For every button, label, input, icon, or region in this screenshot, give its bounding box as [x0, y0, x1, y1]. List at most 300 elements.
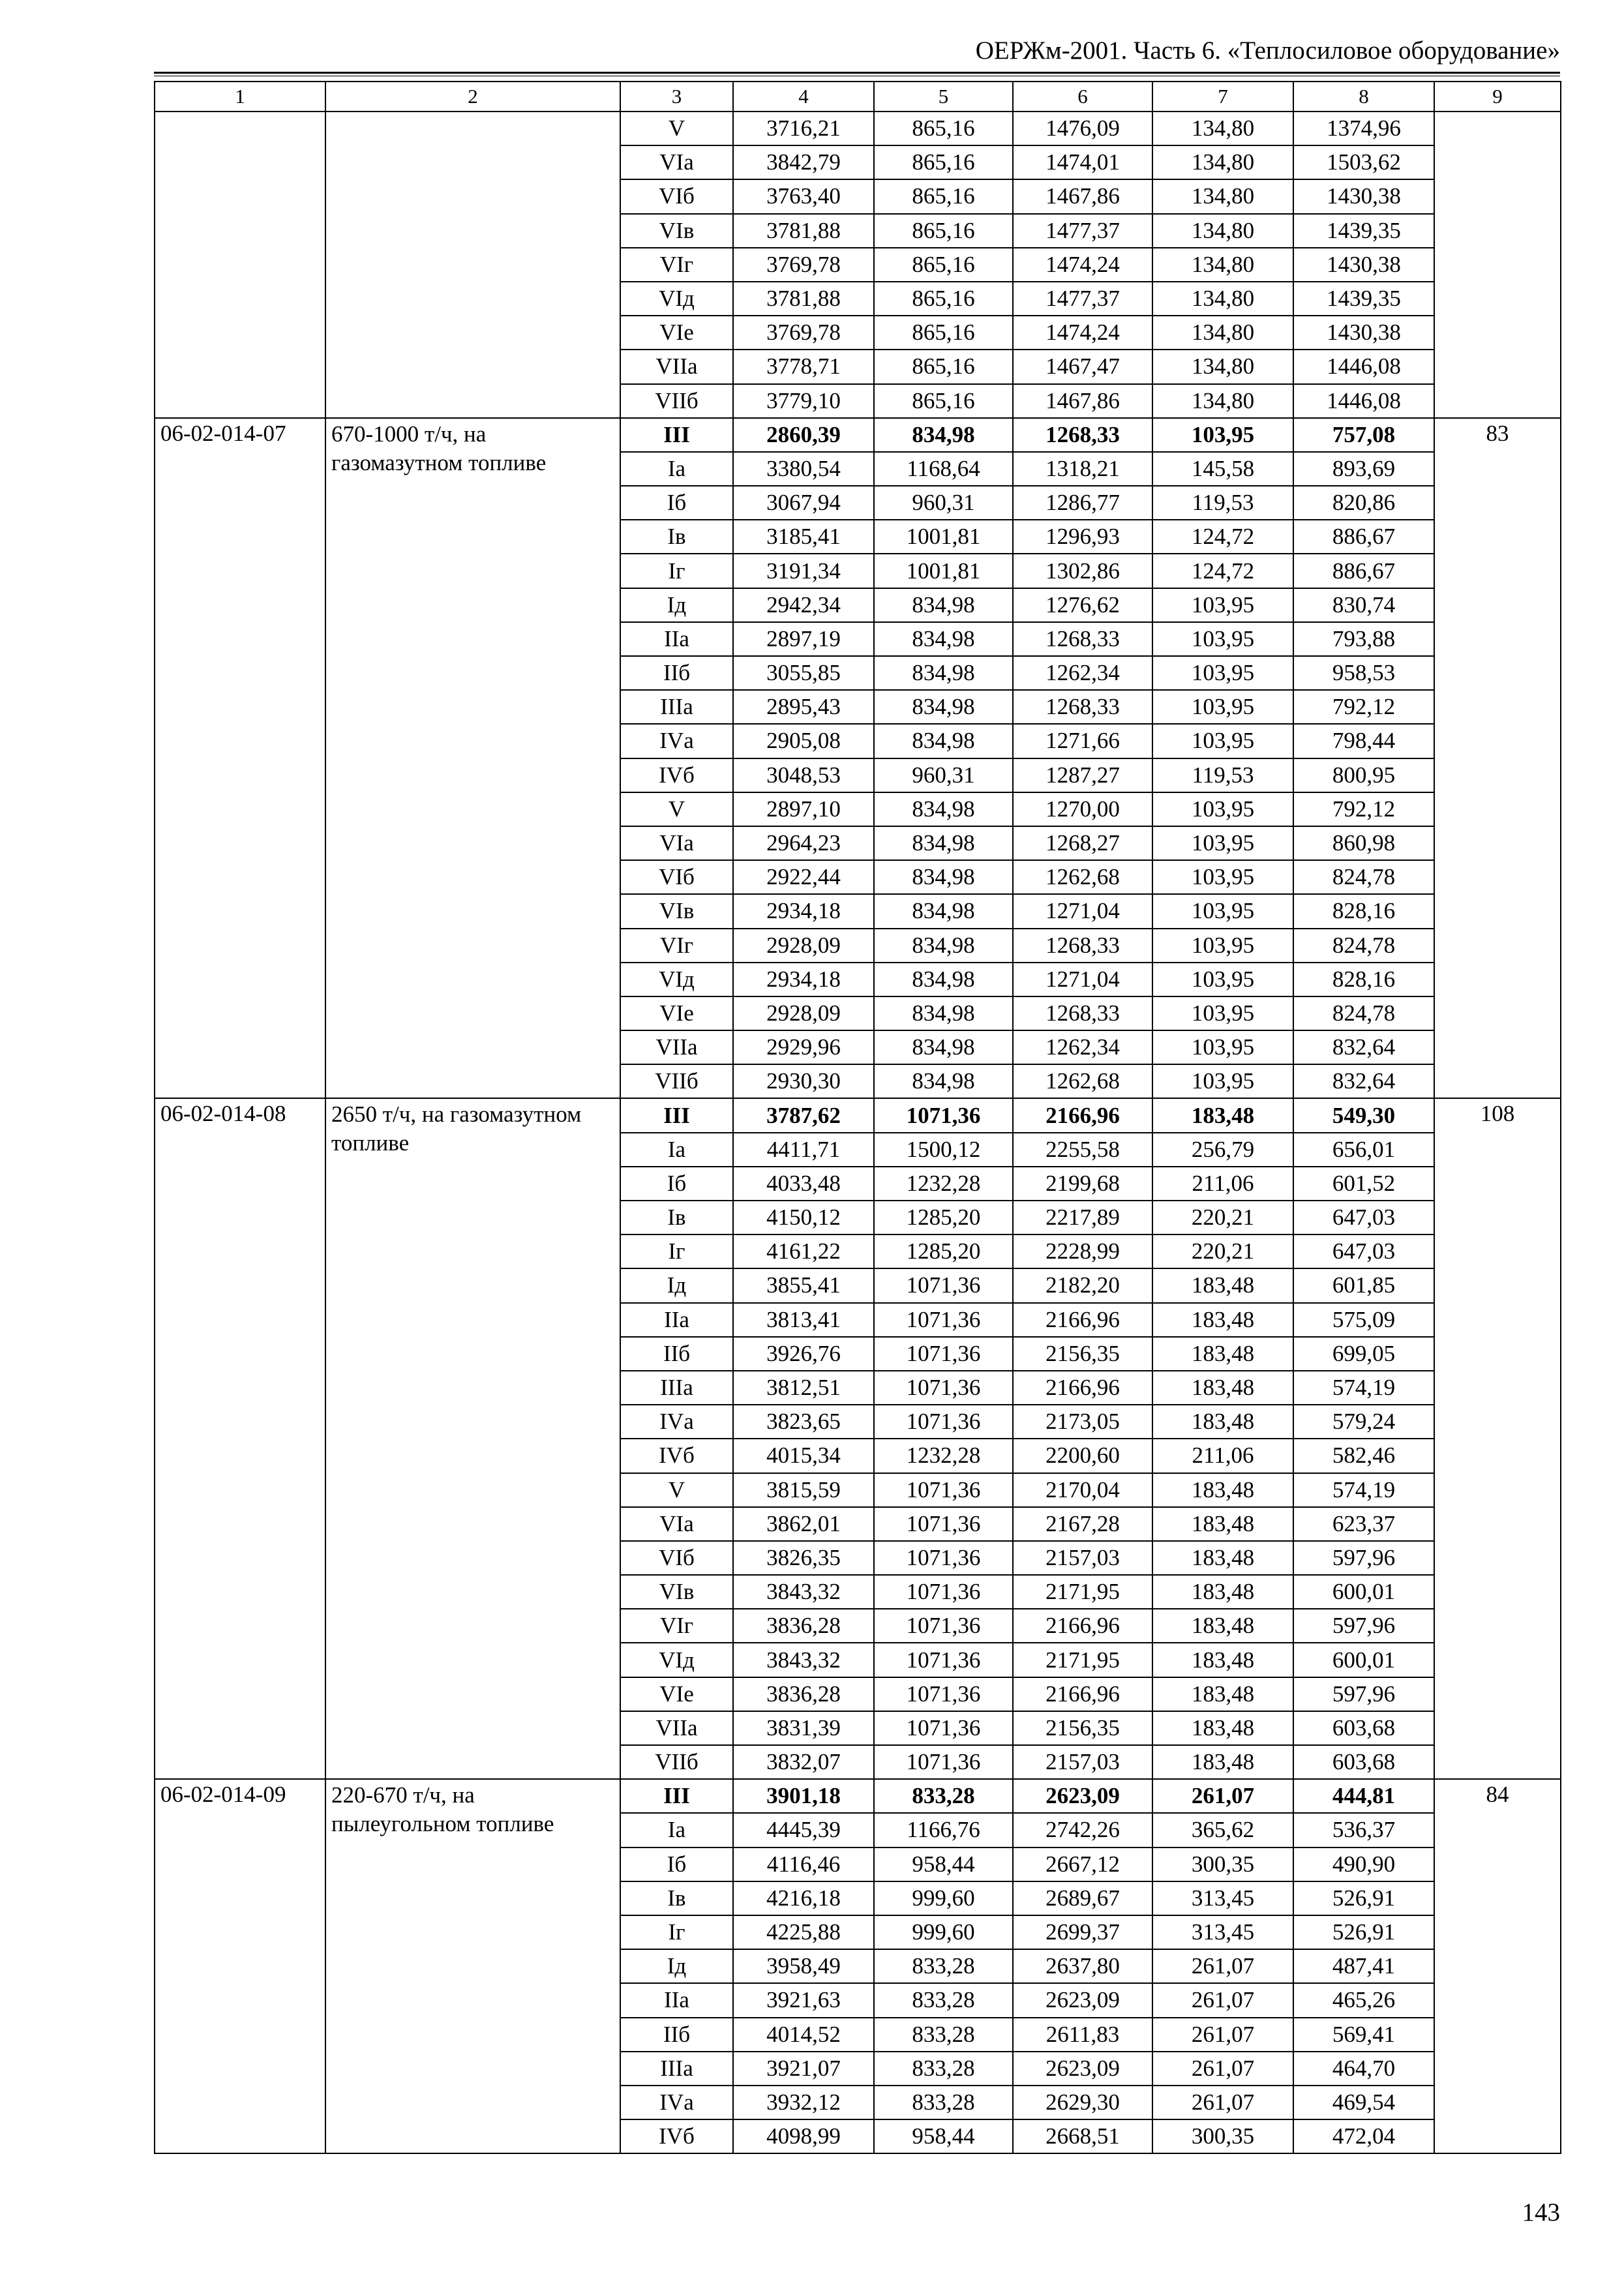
value-cell: 183,48 — [1152, 1473, 1293, 1507]
region-zone-cell: IVа — [620, 1405, 733, 1439]
value-cell: 3958,49 — [733, 1949, 874, 1983]
value-cell: 1477,37 — [1013, 214, 1152, 248]
value-cell: 2667,12 — [1013, 1848, 1152, 1881]
value-cell: 3812,51 — [733, 1371, 874, 1405]
value-cell: 3823,65 — [733, 1405, 874, 1439]
value-cell: 3932,12 — [733, 2086, 874, 2119]
value-cell: 597,96 — [1293, 1609, 1434, 1643]
value-cell: 1446,08 — [1293, 384, 1434, 418]
value-cell: 2166,96 — [1013, 1303, 1152, 1337]
value-cell: 1430,38 — [1293, 316, 1434, 350]
value-cell: 2217,89 — [1013, 1201, 1152, 1234]
value-cell: 2689,67 — [1013, 1881, 1152, 1915]
rate-name: 220-670 т/ч, на пылеугольном топливе — [325, 1779, 620, 2153]
value-cell: 2742,26 — [1013, 1813, 1152, 1847]
region-zone-cell: Iд — [620, 588, 733, 622]
value-cell: 3055,85 — [733, 656, 874, 690]
value-cell: 865,16 — [874, 384, 1013, 418]
rates-table — [154, 81, 1561, 2154]
region-zone-cell: VIа — [620, 826, 733, 860]
region-zone-cell: IIIа — [620, 2052, 733, 2086]
value-cell: 999,60 — [874, 1881, 1013, 1915]
value-cell: 1232,28 — [874, 1167, 1013, 1201]
value-cell: 134,80 — [1152, 350, 1293, 383]
value-cell: 3769,78 — [733, 316, 874, 350]
value-cell: 865,16 — [874, 145, 1013, 179]
value-cell: 699,05 — [1293, 1337, 1434, 1371]
value-cell: 601,52 — [1293, 1167, 1434, 1201]
region-zone-cell: VIб — [620, 179, 733, 213]
value-cell: 2166,96 — [1013, 1371, 1152, 1405]
value-cell: 886,67 — [1293, 520, 1434, 554]
value-cell: 2922,44 — [733, 860, 874, 894]
value-cell: 2929,96 — [733, 1030, 874, 1064]
value-cell: 2623,09 — [1013, 1779, 1152, 1813]
value-cell: 261,07 — [1152, 2052, 1293, 2086]
value-cell: 3716,21 — [733, 112, 874, 145]
value-cell: 3185,41 — [733, 520, 874, 554]
value-cell: 2860,39 — [733, 418, 874, 452]
value-cell: 1474,01 — [1013, 145, 1152, 179]
value-cell: 1001,81 — [874, 520, 1013, 554]
value-cell: 597,96 — [1293, 1677, 1434, 1711]
value-cell: 2171,95 — [1013, 1643, 1152, 1677]
value-cell: 824,78 — [1293, 860, 1434, 894]
value-cell: 145,58 — [1152, 452, 1293, 486]
value-cell: 757,08 — [1293, 418, 1434, 452]
value-cell: 3769,78 — [733, 248, 874, 282]
value-cell: 2964,23 — [733, 826, 874, 860]
value-cell: 1071,36 — [874, 1098, 1013, 1132]
value-cell: 2928,09 — [733, 929, 874, 963]
value-cell: 4411,71 — [733, 1133, 874, 1167]
workers-count: 84 — [1434, 1779, 1561, 2153]
value-cell: 1271,04 — [1013, 894, 1152, 928]
value-cell: 834,98 — [874, 963, 1013, 996]
region-zone-cell: IIа — [620, 1303, 733, 1337]
region-zone-cell: IVб — [620, 2119, 733, 2153]
value-cell: 183,48 — [1152, 1098, 1293, 1132]
value-cell: 1271,04 — [1013, 963, 1152, 996]
value-cell: 603,68 — [1293, 1711, 1434, 1745]
value-cell: 1268,33 — [1013, 622, 1152, 656]
value-cell: 2934,18 — [733, 894, 874, 928]
value-cell: 1071,36 — [874, 1507, 1013, 1541]
column-number: 7 — [1152, 82, 1293, 112]
value-cell: 261,07 — [1152, 1779, 1293, 1813]
region-zone-cell: VIIб — [620, 384, 733, 418]
value-cell: 103,95 — [1152, 1064, 1293, 1098]
value-cell: 574,19 — [1293, 1371, 1434, 1405]
value-cell: 1001,81 — [874, 554, 1013, 588]
table-row — [155, 418, 1561, 452]
column-number: 5 — [874, 82, 1013, 112]
header-rule — [154, 72, 1560, 74]
value-cell: 647,03 — [1293, 1201, 1434, 1234]
value-cell: 834,98 — [874, 1064, 1013, 1098]
table-row — [155, 1779, 1561, 1813]
value-cell: 134,80 — [1152, 112, 1293, 145]
region-zone-cell: VIе — [620, 996, 733, 1030]
value-cell: 2895,43 — [733, 690, 874, 724]
value-cell: 828,16 — [1293, 894, 1434, 928]
value-cell: 800,95 — [1293, 758, 1434, 792]
value-cell: 134,80 — [1152, 214, 1293, 248]
region-zone-cell: IVб — [620, 1439, 733, 1473]
value-cell: 1318,21 — [1013, 452, 1152, 486]
value-cell: 220,21 — [1152, 1234, 1293, 1268]
region-zone-cell: V — [620, 1473, 733, 1507]
region-zone-cell: Iб — [620, 1167, 733, 1201]
value-cell: 574,19 — [1293, 1473, 1434, 1507]
value-cell: 833,28 — [874, 2086, 1013, 2119]
value-cell: 2897,10 — [733, 792, 874, 826]
column-number: 9 — [1434, 82, 1561, 112]
value-cell: 183,48 — [1152, 1405, 1293, 1439]
value-cell: 3842,79 — [733, 145, 874, 179]
value-cell: 3843,32 — [733, 1643, 874, 1677]
rate-code: 06-02-014-08 — [155, 1098, 325, 1779]
rate-name: 2650 т/ч, на газомазутном топливе — [325, 1098, 620, 1779]
value-cell: 792,12 — [1293, 792, 1434, 826]
value-cell: 549,30 — [1293, 1098, 1434, 1132]
value-cell: 1477,37 — [1013, 282, 1152, 316]
value-cell: 103,95 — [1152, 929, 1293, 963]
value-cell: 4150,12 — [733, 1201, 874, 1234]
value-cell: 103,95 — [1152, 690, 1293, 724]
region-zone-cell: VIд — [620, 963, 733, 996]
rate-code: 06-02-014-07 — [155, 418, 325, 1099]
value-cell: 103,95 — [1152, 996, 1293, 1030]
value-cell: 444,81 — [1293, 1779, 1434, 1813]
region-zone-cell: IIб — [620, 2018, 733, 2052]
region-zone-cell: VIа — [620, 145, 733, 179]
value-cell: 3787,62 — [733, 1098, 874, 1132]
value-cell: 834,98 — [874, 1030, 1013, 1064]
region-zone-cell: VIг — [620, 929, 733, 963]
value-cell: 103,95 — [1152, 894, 1293, 928]
value-cell: 3781,88 — [733, 214, 874, 248]
value-cell: 958,44 — [874, 2119, 1013, 2153]
column-number: 6 — [1013, 82, 1152, 112]
value-cell: 183,48 — [1152, 1303, 1293, 1337]
value-cell: 834,98 — [874, 656, 1013, 690]
value-cell: 834,98 — [874, 996, 1013, 1030]
value-cell: 464,70 — [1293, 2052, 1434, 2086]
value-cell: 582,46 — [1293, 1439, 1434, 1473]
region-zone-cell: Iд — [620, 1949, 733, 1983]
value-cell: 623,37 — [1293, 1507, 1434, 1541]
region-zone-cell: VIIб — [620, 1745, 733, 1779]
value-cell: 300,35 — [1152, 1848, 1293, 1881]
value-cell: 1276,62 — [1013, 588, 1152, 622]
value-cell: 1071,36 — [874, 1575, 1013, 1609]
value-cell: 2255,58 — [1013, 1133, 1152, 1167]
value-cell: 865,16 — [874, 248, 1013, 282]
value-cell: 2166,96 — [1013, 1677, 1152, 1711]
value-cell: 865,16 — [874, 179, 1013, 213]
rate-code — [155, 112, 325, 418]
value-cell: 4014,52 — [733, 2018, 874, 2052]
value-cell: 103,95 — [1152, 860, 1293, 894]
value-cell: 3901,18 — [733, 1779, 874, 1813]
region-zone-cell: VIIа — [620, 350, 733, 383]
value-cell: 1287,27 — [1013, 758, 1152, 792]
value-cell: 999,60 — [874, 1915, 1013, 1949]
value-cell: 575,09 — [1293, 1303, 1434, 1337]
value-cell: 2668,51 — [1013, 2119, 1152, 2153]
value-cell: 3832,07 — [733, 1745, 874, 1779]
value-cell: 1285,20 — [874, 1234, 1013, 1268]
value-cell: 1166,76 — [874, 1813, 1013, 1847]
value-cell: 526,91 — [1293, 1915, 1434, 1949]
value-cell: 2228,99 — [1013, 1234, 1152, 1268]
value-cell: 834,98 — [874, 792, 1013, 826]
region-zone-cell: Iа — [620, 452, 733, 486]
value-cell: 2637,80 — [1013, 1949, 1152, 1983]
region-zone-cell: III — [620, 1098, 733, 1132]
value-cell: 183,48 — [1152, 1507, 1293, 1541]
value-cell: 1271,66 — [1013, 724, 1152, 758]
region-zone-cell: VIIа — [620, 1030, 733, 1064]
value-cell: 261,07 — [1152, 1949, 1293, 1983]
value-cell: 256,79 — [1152, 1133, 1293, 1167]
value-cell: 1439,35 — [1293, 282, 1434, 316]
region-zone-cell: Iб — [620, 1848, 733, 1881]
value-cell: 1474,24 — [1013, 248, 1152, 282]
value-cell: 958,53 — [1293, 656, 1434, 690]
workers-count — [1434, 112, 1561, 418]
value-cell: 860,98 — [1293, 826, 1434, 860]
value-cell: 1071,36 — [874, 1745, 1013, 1779]
value-cell: 526,91 — [1293, 1881, 1434, 1915]
value-cell: 893,69 — [1293, 452, 1434, 486]
workers-count: 83 — [1434, 418, 1561, 1099]
value-cell: 656,01 — [1293, 1133, 1434, 1167]
value-cell: 2171,95 — [1013, 1575, 1152, 1609]
value-cell: 1270,00 — [1013, 792, 1152, 826]
value-cell: 834,98 — [874, 622, 1013, 656]
value-cell: 2934,18 — [733, 963, 874, 996]
value-cell: 833,28 — [874, 2052, 1013, 2086]
region-zone-cell: V — [620, 112, 733, 145]
value-cell: 261,07 — [1152, 2018, 1293, 2052]
value-cell: 183,48 — [1152, 1711, 1293, 1745]
value-cell: 1262,68 — [1013, 1064, 1152, 1098]
value-cell: 603,68 — [1293, 1745, 1434, 1779]
value-cell: 1071,36 — [874, 1268, 1013, 1302]
value-cell: 4116,46 — [733, 1848, 874, 1881]
value-cell: 1503,62 — [1293, 145, 1434, 179]
value-cell: 1268,33 — [1013, 929, 1152, 963]
region-zone-cell: III — [620, 1779, 733, 1813]
value-cell: 1268,27 — [1013, 826, 1152, 860]
value-cell: 3826,35 — [733, 1541, 874, 1575]
value-cell: 2170,04 — [1013, 1473, 1152, 1507]
region-zone-cell: VIб — [620, 860, 733, 894]
value-cell: 220,21 — [1152, 1201, 1293, 1234]
workers-count: 108 — [1434, 1098, 1561, 1779]
region-zone-cell: IIIа — [620, 1371, 733, 1405]
value-cell: 472,04 — [1293, 2119, 1434, 2153]
region-zone-cell: VIв — [620, 894, 733, 928]
value-cell: 183,48 — [1152, 1371, 1293, 1405]
value-cell: 1285,20 — [874, 1201, 1013, 1234]
value-cell: 865,16 — [874, 282, 1013, 316]
value-cell: 834,98 — [874, 690, 1013, 724]
region-zone-cell: VIг — [620, 1609, 733, 1643]
value-cell: 1071,36 — [874, 1677, 1013, 1711]
value-cell: 828,16 — [1293, 963, 1434, 996]
value-cell: 103,95 — [1152, 1030, 1293, 1064]
value-cell: 886,67 — [1293, 554, 1434, 588]
value-cell: 4225,88 — [733, 1915, 874, 1949]
region-zone-cell: VIIб — [620, 1064, 733, 1098]
value-cell: 1476,09 — [1013, 112, 1152, 145]
value-cell: 3831,39 — [733, 1711, 874, 1745]
value-cell: 960,31 — [874, 486, 1013, 520]
value-cell: 1262,68 — [1013, 860, 1152, 894]
value-cell: 3813,41 — [733, 1303, 874, 1337]
value-cell: 1071,36 — [874, 1371, 1013, 1405]
value-cell: 261,07 — [1152, 2086, 1293, 2119]
region-zone-cell: VIIа — [620, 1711, 733, 1745]
value-cell: 3380,54 — [733, 452, 874, 486]
column-number: 8 — [1293, 82, 1434, 112]
value-cell: 4161,22 — [733, 1234, 874, 1268]
value-cell: 3836,28 — [733, 1677, 874, 1711]
value-cell: 3779,10 — [733, 384, 874, 418]
value-cell: 103,95 — [1152, 792, 1293, 826]
value-cell: 2157,03 — [1013, 1541, 1152, 1575]
value-cell: 1302,86 — [1013, 554, 1152, 588]
value-cell: 4216,18 — [733, 1881, 874, 1915]
value-cell: 3191,34 — [733, 554, 874, 588]
value-cell: 1467,86 — [1013, 179, 1152, 213]
value-cell: 865,16 — [874, 112, 1013, 145]
value-cell: 2699,37 — [1013, 1915, 1152, 1949]
value-cell: 833,28 — [874, 1983, 1013, 2017]
value-cell: 834,98 — [874, 860, 1013, 894]
value-cell: 365,62 — [1152, 1813, 1293, 1847]
region-zone-cell: IIб — [620, 656, 733, 690]
value-cell: 798,44 — [1293, 724, 1434, 758]
value-cell: 1262,34 — [1013, 656, 1152, 690]
region-zone-cell: Iд — [620, 1268, 733, 1302]
region-zone-cell: VIв — [620, 1575, 733, 1609]
value-cell: 103,95 — [1152, 656, 1293, 690]
value-cell: 103,95 — [1152, 826, 1293, 860]
value-cell: 183,48 — [1152, 1541, 1293, 1575]
column-number: 4 — [733, 82, 874, 112]
value-cell: 2942,34 — [733, 588, 874, 622]
region-zone-cell: IIб — [620, 1337, 733, 1371]
value-cell: 1446,08 — [1293, 350, 1434, 383]
value-cell: 487,41 — [1293, 1949, 1434, 1983]
value-cell: 834,98 — [874, 929, 1013, 963]
column-number: 3 — [620, 82, 733, 112]
value-cell: 2611,83 — [1013, 2018, 1152, 2052]
value-cell: 2897,19 — [733, 622, 874, 656]
value-cell: 1071,36 — [874, 1405, 1013, 1439]
value-cell: 1439,35 — [1293, 214, 1434, 248]
value-cell: 183,48 — [1152, 1268, 1293, 1302]
value-cell: 134,80 — [1152, 282, 1293, 316]
value-cell: 2928,09 — [733, 996, 874, 1030]
value-cell: 134,80 — [1152, 384, 1293, 418]
region-zone-cell: IVа — [620, 724, 733, 758]
region-zone-cell: Iв — [620, 1201, 733, 1234]
value-cell: 824,78 — [1293, 929, 1434, 963]
value-cell: 600,01 — [1293, 1643, 1434, 1677]
value-cell: 183,48 — [1152, 1337, 1293, 1371]
rate-name — [325, 112, 620, 418]
region-zone-cell: III — [620, 418, 733, 452]
value-cell: 261,07 — [1152, 1983, 1293, 2017]
value-cell: 793,88 — [1293, 622, 1434, 656]
region-zone-cell: Iг — [620, 1915, 733, 1949]
region-zone-cell: Iв — [620, 520, 733, 554]
region-zone-cell: IIIа — [620, 690, 733, 724]
region-zone-cell: VIд — [620, 1643, 733, 1677]
value-cell: 958,44 — [874, 1848, 1013, 1881]
value-cell: 3763,40 — [733, 179, 874, 213]
value-cell: 1071,36 — [874, 1711, 1013, 1745]
value-cell: 134,80 — [1152, 316, 1293, 350]
rate-name: 670-1000 т/ч, на газомазутном топливе — [325, 418, 620, 1099]
region-zone-cell: Iа — [620, 1813, 733, 1847]
value-cell: 124,72 — [1152, 554, 1293, 588]
value-cell: 1467,86 — [1013, 384, 1152, 418]
value-cell: 2629,30 — [1013, 2086, 1152, 2119]
region-zone-cell: IIа — [620, 1983, 733, 2017]
value-cell: 865,16 — [874, 316, 1013, 350]
value-cell: 183,48 — [1152, 1575, 1293, 1609]
column-number: 2 — [325, 82, 620, 112]
region-zone-cell: V — [620, 792, 733, 826]
value-cell: 469,54 — [1293, 2086, 1434, 2119]
value-cell: 1430,38 — [1293, 248, 1434, 282]
value-cell: 960,31 — [874, 758, 1013, 792]
value-cell: 4445,39 — [733, 1813, 874, 1847]
table-body — [155, 82, 1561, 2153]
value-cell: 103,95 — [1152, 724, 1293, 758]
value-cell: 833,28 — [874, 1779, 1013, 1813]
value-cell: 3778,71 — [733, 350, 874, 383]
value-cell: 2182,20 — [1013, 1268, 1152, 1302]
value-cell: 183,48 — [1152, 1745, 1293, 1779]
value-cell: 1430,38 — [1293, 179, 1434, 213]
value-cell: 792,12 — [1293, 690, 1434, 724]
region-zone-cell: VIа — [620, 1507, 733, 1541]
table-row — [155, 112, 1561, 145]
region-zone-cell: Iб — [620, 486, 733, 520]
region-zone-cell: Iв — [620, 1881, 733, 1915]
value-cell: 1232,28 — [874, 1439, 1013, 1473]
value-cell: 1071,36 — [874, 1303, 1013, 1337]
value-cell: 2156,35 — [1013, 1337, 1152, 1371]
value-cell: 601,85 — [1293, 1268, 1434, 1302]
value-cell: 834,98 — [874, 826, 1013, 860]
value-cell: 300,35 — [1152, 2119, 1293, 2153]
value-cell: 134,80 — [1152, 179, 1293, 213]
value-cell: 1071,36 — [874, 1609, 1013, 1643]
value-cell: 103,95 — [1152, 622, 1293, 656]
value-cell: 3855,41 — [733, 1268, 874, 1302]
value-cell: 2173,05 — [1013, 1405, 1152, 1439]
value-cell: 820,86 — [1293, 486, 1434, 520]
region-zone-cell: VIб — [620, 1541, 733, 1575]
